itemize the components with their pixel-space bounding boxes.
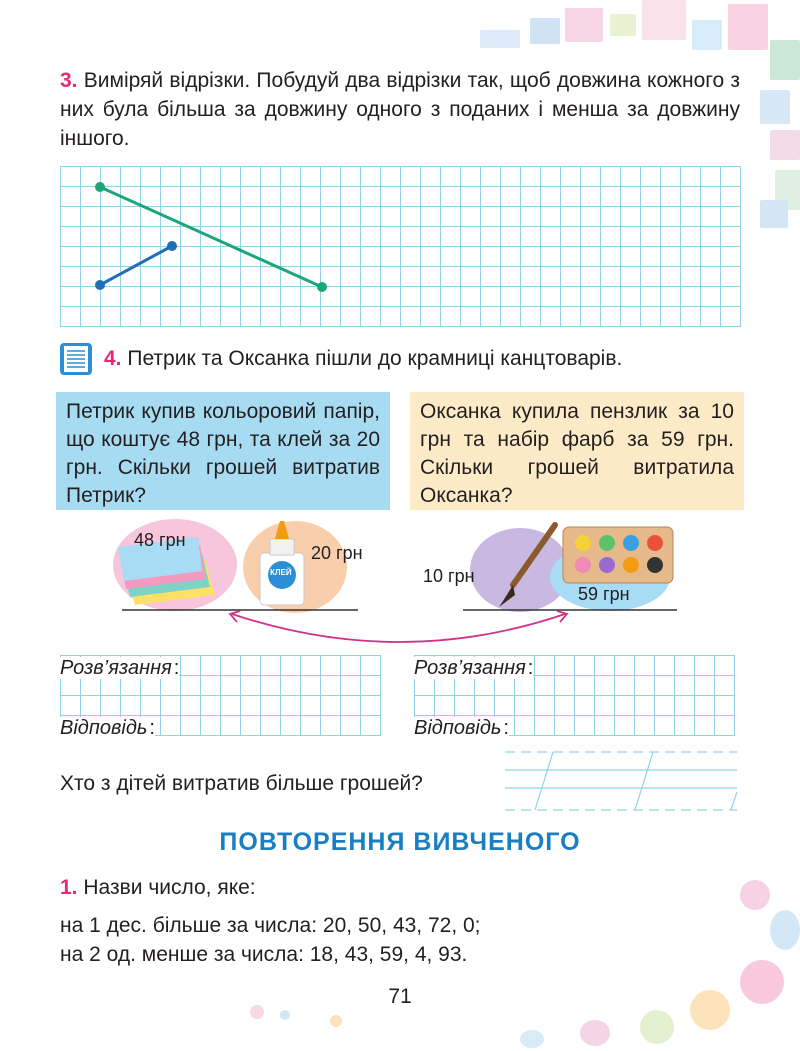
problem-oksanka-text: Оксанка купила пензлик за 10 грн та набір фарб за 59 грн. Скільки грошей витратила Оксанка?	[420, 400, 734, 507]
writing-lines	[505, 748, 740, 818]
segment-long-green	[100, 187, 322, 287]
answer-label-left-wrap	[60, 717, 155, 740]
segment-long-start-point	[95, 182, 105, 192]
review-heading: ПОВТОРЕННЯ ВИВЧЕНОГО	[219, 828, 581, 856]
page-number: 71	[388, 985, 412, 1008]
task4-number: 4.	[104, 347, 122, 370]
task3-number: 3.	[60, 69, 78, 92]
task4-question: Хто з дітей витратив більше грошей?	[60, 772, 423, 795]
glue-label: КЛЕЙ	[270, 568, 292, 577]
paint-set-icon	[563, 527, 673, 583]
answer-label-left: Відповідь	[60, 717, 148, 739]
solution-label-right: Розв’язання	[414, 657, 526, 679]
problem-petryk-text: Петрик купив кольоровий папір, що коштує 48 грн, та клей за 20 грн. Скільки грошей витратив Петрик?	[66, 400, 380, 507]
task3-segments	[0, 0, 800, 340]
answer-label-right-wrap	[414, 717, 509, 740]
problem-box-petryk	[56, 392, 390, 510]
solution-label-left: Розв’язання	[60, 657, 172, 679]
segment-short-end-point	[167, 241, 177, 251]
review-task1-line	[60, 876, 256, 900]
solution-label-right-wrap	[414, 657, 533, 680]
price-paper: 48 грн	[134, 530, 186, 550]
price-brush: 10 грн	[423, 566, 475, 586]
solution-colon-left: :	[173, 657, 180, 679]
segment-short-start-point	[95, 280, 105, 290]
solution-colon-right: :	[527, 657, 534, 679]
segment-short-blue	[100, 246, 172, 285]
task4-title: Петрик та Оксанка пішли до крамниці канцтоварів.	[127, 347, 623, 370]
review-line2: на 2 од. менше за числа: 18, 43, 59, 4, 93.	[60, 943, 468, 966]
task3-text: Виміряй відрізки. Побудуй два відрізки так, щоб довжина кожного з них була більша за довжину одного з поданих і менша за довжину іншого.	[60, 69, 740, 150]
segment-long-end-point	[317, 282, 327, 292]
notebook-icon	[58, 341, 94, 377]
solution-label-left-wrap	[60, 657, 179, 680]
price-glue: 20 грн	[311, 543, 363, 563]
task4-title-line	[104, 344, 754, 373]
price-paints: 59 грн	[578, 584, 630, 604]
answer-colon-right: :	[503, 717, 509, 739]
compare-arrow	[0, 600, 800, 650]
problem-box-oksanka	[410, 392, 744, 510]
answer-colon-left: :	[149, 717, 155, 739]
review-task1-text: Назви число, яке:	[83, 876, 256, 899]
review-line1: на 1 дес. більше за числа: 20, 50, 43, 72, 0;	[60, 914, 481, 937]
review-task1-number: 1.	[60, 876, 78, 899]
answer-label-right: Відповідь	[414, 717, 502, 739]
